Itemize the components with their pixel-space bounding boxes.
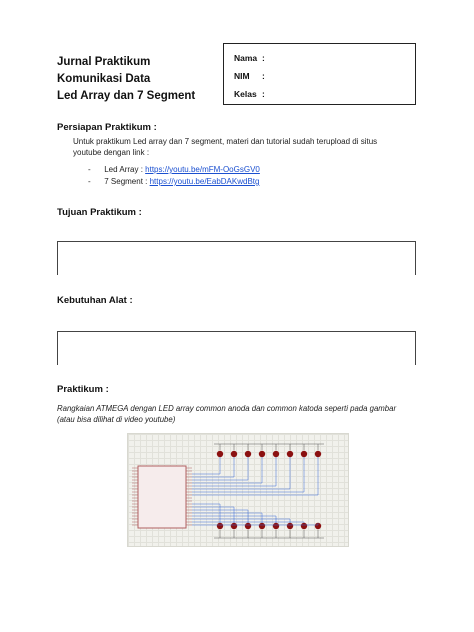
led-top <box>287 451 293 457</box>
tujuan-answer-box[interactable] <box>57 241 416 275</box>
circuit-schematic-image <box>127 433 349 547</box>
persiapan-intro-2: youtube dengan link : <box>73 148 150 157</box>
nama-label: Nama <box>234 53 258 63</box>
list-item <box>88 165 260 174</box>
wire-bottom <box>192 523 318 525</box>
led-top <box>301 451 307 457</box>
led-top <box>231 451 237 457</box>
wire-top <box>192 457 220 474</box>
title-line-2: Komunikasi Data <box>57 73 151 85</box>
led-bottom <box>231 523 237 529</box>
kebutuhan-answer-box[interactable] <box>57 331 416 365</box>
praktikum-caption-1: Rangkaian ATMEGA dengan LED array common anoda dan common katoda seperti pada gambar <box>57 404 397 413</box>
led-top <box>245 451 251 457</box>
identity-box <box>223 43 416 105</box>
mcu-chip <box>138 466 186 528</box>
persiapan-heading: Persiapan Praktikum : <box>57 122 157 133</box>
led-bottom <box>217 523 223 529</box>
persiapan-intro-1: Untuk praktikum Led array dan 7 segment, materi dan tutorial sudah terupload di situs <box>73 137 378 146</box>
wire-bottom <box>192 513 262 523</box>
led-bottom <box>245 523 251 529</box>
led-top <box>259 451 265 457</box>
nim-row <box>234 71 265 81</box>
praktikum-caption-2: (atau bisa dilihat di video youtube) <box>57 415 176 424</box>
bullet-dash: - <box>88 165 91 174</box>
nim-colon: : <box>262 71 265 81</box>
led-array-link[interactable]: https://youtu.be/mFM-OoGsGV0 <box>145 165 260 174</box>
wire-top <box>192 457 318 495</box>
seven-segment-link[interactable]: https://youtu.be/EabDAKwdBtg <box>149 177 260 186</box>
kebutuhan-heading: Kebutuhan Alat : <box>57 295 133 306</box>
nama-colon: : <box>262 53 265 63</box>
wire-top <box>192 457 262 483</box>
seven-segment-label: 7 Segment : <box>104 177 148 186</box>
title-line-1: Jurnal Praktikum <box>57 56 151 68</box>
led-top <box>315 451 321 457</box>
wire-bottom <box>192 507 234 523</box>
led-top <box>273 451 279 457</box>
title-line-3: Led Array dan 7 Segment <box>57 90 196 102</box>
led-bottom <box>301 523 307 529</box>
wire-bottom <box>192 519 290 523</box>
schematic-svg <box>128 434 348 546</box>
kelas-label: Kelas <box>234 89 257 99</box>
nama-row <box>234 53 265 63</box>
led-array-label: Led Array : <box>104 165 143 174</box>
title-block <box>57 54 195 105</box>
bullet-dash: - <box>88 177 91 186</box>
wire-top <box>192 457 290 489</box>
tujuan-heading: Tujuan Praktikum : <box>57 207 142 218</box>
led-top <box>217 451 223 457</box>
nim-label: NIM <box>234 71 250 81</box>
praktikum-heading: Praktikum : <box>57 384 109 395</box>
kelas-row <box>234 89 265 99</box>
kelas-colon: : <box>262 89 265 99</box>
list-item <box>88 177 259 186</box>
led-bottom <box>259 523 265 529</box>
led-bottom <box>287 523 293 529</box>
led-bottom <box>273 523 279 529</box>
